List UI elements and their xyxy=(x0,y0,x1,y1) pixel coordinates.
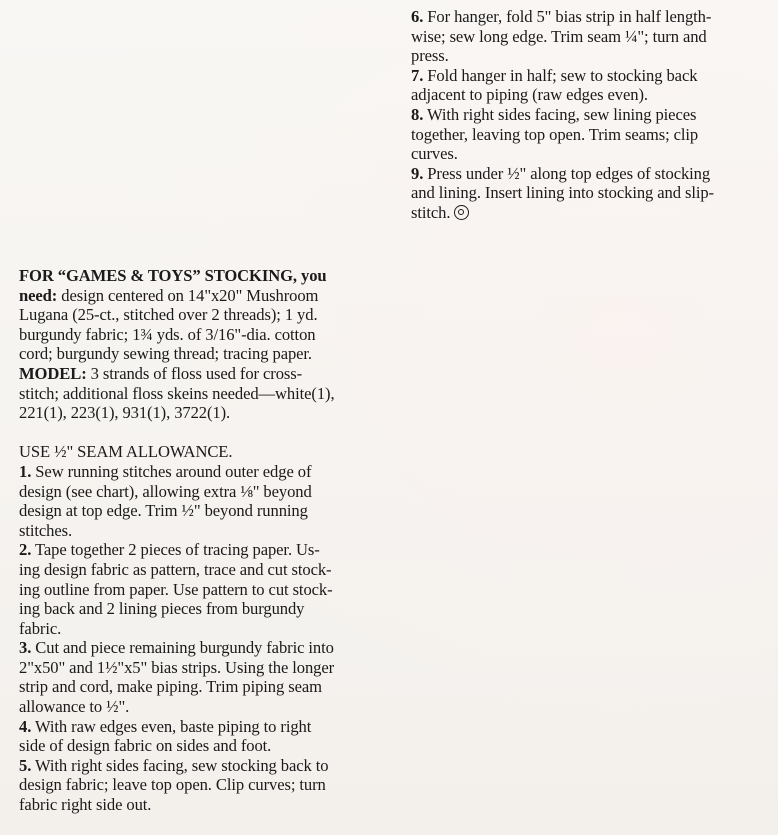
text-line xyxy=(19,462,387,482)
step-text: Press under ½" along top edges of stocking xyxy=(423,163,711,183)
step-text: Cut and piece remaining burgundy fabric into xyxy=(31,638,334,658)
paragraph-gap xyxy=(19,423,387,443)
text-line xyxy=(411,144,763,164)
text-line xyxy=(411,105,763,125)
materials-heading: FOR “GAMES & TOYS” STOCKING, you xyxy=(19,266,327,285)
step-text: press. xyxy=(411,46,449,66)
step-text: design fabric; leave top open. Clip curves; turn xyxy=(19,775,326,795)
text-line xyxy=(411,27,763,47)
text-line xyxy=(19,756,387,776)
text-line xyxy=(411,164,763,184)
text-line xyxy=(411,85,763,105)
step-text: wise; sew long edge. Trim seam ¼"; turn and xyxy=(411,26,707,46)
model-text: stitch; additional floss skeins needed—white(1), xyxy=(19,383,335,403)
end-of-article-icon xyxy=(454,205,469,220)
materials-heading-need: need: xyxy=(19,285,58,305)
step-number: 1. xyxy=(19,461,32,481)
materials-and-instructions-column xyxy=(19,266,387,815)
text-line xyxy=(411,66,763,86)
step-text: side of design fabric on sides and foot. xyxy=(19,736,272,756)
model-text: 3 strands of floss used for cross- xyxy=(86,363,303,383)
materials-text: cord; burgundy sewing thread; tracing paper. xyxy=(19,344,312,364)
step-number: 2. xyxy=(19,540,32,560)
step-text: adjacent to piping (raw edges even). xyxy=(411,85,648,105)
materials-text: burgundy fabric; 1¾ yds. of 3/16"-dia. cotton xyxy=(19,324,316,344)
text-line xyxy=(411,7,763,27)
step-text: stitches. xyxy=(19,520,73,540)
step-number: 4. xyxy=(19,716,32,736)
step-text: design (see chart), allowing extra ⅛" beyond xyxy=(19,481,312,501)
text-line xyxy=(411,183,763,203)
step-text: fabric right side out. xyxy=(19,795,152,815)
step-number: 7. xyxy=(411,65,424,85)
text-line xyxy=(411,125,763,145)
text-line xyxy=(411,46,763,66)
step-text: ing outline from paper. Use pattern to cut stock- xyxy=(19,579,333,599)
step-number: 5. xyxy=(19,755,32,775)
text-line xyxy=(19,286,387,306)
step-text: curves. xyxy=(411,144,458,164)
step-text: stitch. xyxy=(411,202,451,222)
step-text: allowance to ½". xyxy=(19,697,130,717)
model-text: 221(1), 223(1), 931(1), 3722(1). xyxy=(19,403,231,423)
step-text: Tape together 2 pieces of tracing paper. Us- xyxy=(31,540,320,560)
step-text: strip and cord, make piping. Trim piping seam xyxy=(19,677,322,697)
step-number: 9. xyxy=(411,163,424,183)
step-number: 3. xyxy=(19,638,32,658)
step-text: and lining. Insert lining into stocking and slip- xyxy=(411,183,714,203)
step-text: With raw edges even, baste piping to right xyxy=(31,716,312,736)
text-line xyxy=(411,203,763,223)
text-line xyxy=(19,717,387,737)
seam-allowance-heading: USE ½" SEAM ALLOWANCE. xyxy=(19,442,233,462)
step-text: For hanger, fold 5" bias strip in half length- xyxy=(423,7,712,26)
step-number: 6. xyxy=(411,7,424,26)
materials-text: design centered on 14"x20" Mushroom xyxy=(57,285,319,305)
step-text: Sew running stitches around outer edge of xyxy=(31,461,312,481)
step-text: With right sides facing, sew stocking back to xyxy=(31,755,329,775)
step-text: With right sides facing, sew lining pieces xyxy=(423,104,697,124)
model-label: MODEL: xyxy=(19,363,87,383)
text-line xyxy=(19,540,387,560)
step-text: Fold hanger in half; sew to stocking back xyxy=(423,65,698,85)
instructions-continued-column xyxy=(411,7,763,223)
text-line xyxy=(19,638,387,658)
step-text: fabric. xyxy=(19,618,62,638)
step-text: ing design fabric as pattern, trace and cut stock- xyxy=(19,559,332,579)
step-text: 2"x50" and 1½"x5" bias strips. Using the longer xyxy=(19,657,335,677)
step-text: design at top edge. Trim ½" beyond running xyxy=(19,501,308,521)
step-text: ing back and 2 lining pieces from burgundy xyxy=(19,599,305,619)
materials-text: Lugana (25-ct., stitched over 2 threads); 1 yd. xyxy=(19,305,318,325)
text-line xyxy=(19,364,387,384)
step-text: together, leaving top open. Trim seams; clip xyxy=(411,124,699,144)
step-number: 8. xyxy=(411,104,424,124)
